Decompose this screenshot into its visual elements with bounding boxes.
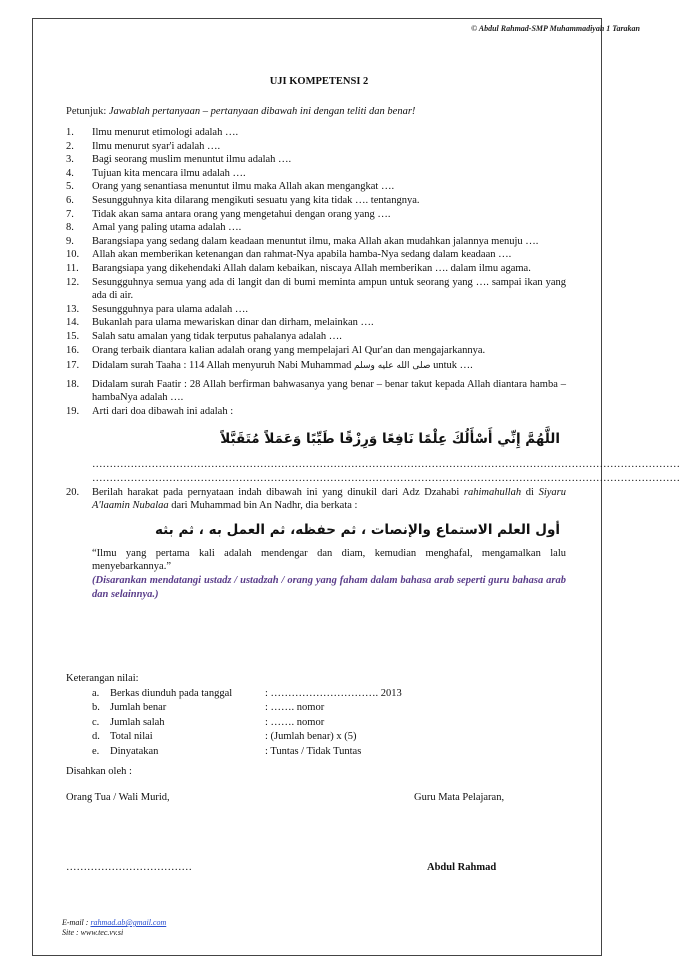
question-text: dari Muhammad bin An Nadhr, dia berkata : bbox=[168, 500, 358, 512]
question-text: Orang yang senantiasa menuntut ilmu maka Allah akan mengangkat …. bbox=[92, 181, 395, 193]
grading-value: : (Jumlah benar) x (5) bbox=[265, 731, 357, 742]
grading-key: Dinyatakan bbox=[110, 745, 159, 757]
grading-value: : ……. nomor bbox=[265, 716, 325, 728]
book-title: Siyaru A'laamin Nubalaa bbox=[92, 486, 566, 512]
grading-key: Jumlah benar bbox=[110, 702, 167, 713]
question-text: Arti dari doa dibawah ini adalah : bbox=[92, 405, 234, 417]
question-item bbox=[66, 167, 566, 181]
question-item bbox=[66, 276, 566, 303]
email-label: E-mail : bbox=[62, 918, 91, 927]
grading-letter: b. bbox=[92, 702, 100, 713]
question-number: 10. bbox=[66, 249, 80, 261]
question-text: Bukanlah para ulama mewariskan dinar dan dirham, melainkan …. bbox=[92, 317, 374, 329]
grading-row bbox=[66, 701, 566, 716]
question-text: Barangsiapa yang sedang dalam keadaan menuntut ilmu, maka Allah akan mudahkan jalannya menuju …. bbox=[92, 235, 539, 247]
question-text: Berilah harakat pada pernyataan indah dibawah ini yang dinukil dari Adz Dzahabi bbox=[92, 486, 464, 498]
question-19 bbox=[66, 405, 566, 419]
grading-row bbox=[66, 716, 566, 731]
parent-signature-title: Orang Tua / Wali Murid, bbox=[66, 792, 170, 803]
question-text: Bagi seorang muslim menuntut ilmu adalah …. bbox=[92, 154, 292, 166]
grading-value: : Tuntas / Tidak Tuntas bbox=[265, 745, 362, 757]
question-text: Allah akan memberikan ketenangan dan rahmat-Nya apabila hamba-Nya sedang dalam keadaan …. bbox=[92, 249, 512, 261]
question-number: 17. bbox=[66, 360, 80, 372]
grading-row bbox=[66, 687, 566, 702]
grading-letter: c. bbox=[92, 716, 100, 728]
question-number: 7. bbox=[66, 208, 74, 220]
question-number: 2. bbox=[66, 140, 74, 152]
question-text: di bbox=[521, 486, 539, 498]
question-item bbox=[66, 153, 566, 167]
question-item bbox=[66, 180, 566, 194]
question-20 bbox=[66, 486, 566, 513]
question-text: Ilmu menurut etimologi adalah …. bbox=[92, 127, 239, 138]
question-number: 4. bbox=[66, 167, 74, 179]
question-text: Salah satu amalan yang tidak terputus pahalanya adalah …. bbox=[92, 330, 342, 342]
question-item bbox=[66, 194, 566, 208]
question-text: Didalam surah Taaha : 114 Allah menyuruh Nabi Muhammad bbox=[92, 360, 354, 372]
grading-key: Total nilai bbox=[110, 731, 153, 742]
question-text-italic: rahimahullah bbox=[463, 486, 522, 498]
question-item bbox=[66, 208, 566, 222]
question-number: 19. bbox=[66, 405, 80, 417]
grading-row bbox=[66, 730, 566, 745]
grading-letter: e. bbox=[92, 745, 100, 757]
grading-value: : ……. nomor bbox=[265, 702, 325, 713]
quote-translation: “Ilmu yang pertama kali adalah mendengar dan diam, kemudian menghafal, mengamalkan lalu menyebarkannya.” bbox=[92, 547, 566, 573]
question-item bbox=[66, 140, 566, 154]
question-text: Ilmu menurut syar'i adalah …. bbox=[92, 140, 221, 152]
question-item bbox=[66, 344, 566, 358]
question-item bbox=[66, 262, 566, 276]
email-link[interactable]: rahmad.ab@gmail.com bbox=[90, 918, 167, 927]
arabic-salawat: صلى الله عليه وسلم bbox=[354, 361, 431, 372]
site-label: Site : bbox=[62, 928, 81, 937]
page-title: UJI KOMPETENSI 2 bbox=[269, 76, 369, 87]
question-text: Barangsiapa yang dikehendaki Allah dalam kebaikan, niscaya Allah memberikan …. dalam ilmu agama. bbox=[92, 262, 531, 274]
grading-value: : …………………………. 2013 bbox=[265, 687, 402, 699]
question-17 bbox=[66, 359, 566, 374]
grading-key: Berkas diunduh pada tanggal bbox=[110, 687, 233, 699]
question-number: 5. bbox=[66, 181, 74, 193]
answer-line-1: …………………………………………………………………………………………………………………………………………………… bbox=[92, 459, 680, 471]
grading-row bbox=[66, 745, 566, 760]
question-item bbox=[66, 235, 566, 249]
question-text-end: untuk …. bbox=[430, 360, 473, 372]
site-text: www.tec.vv.si bbox=[80, 928, 124, 937]
question-item bbox=[66, 330, 566, 344]
teacher-signature-title: Guru Mata Pelajaran, bbox=[414, 792, 505, 803]
grading-letter: d. bbox=[92, 731, 100, 742]
header-note: © Abdul Rahmad-SMP Muhammadiyah 1 Tarakan bbox=[471, 24, 640, 33]
parent-signature-line: ……………………………… bbox=[66, 862, 192, 873]
question-number: 11. bbox=[66, 262, 79, 274]
question-text: Amal yang paling utama adalah …. bbox=[92, 222, 242, 234]
instruction bbox=[66, 106, 415, 117]
question-text: Orang terbaik diantara kalian adalah orang yang mempelajari Al Qur'an dan mengajarkannya. bbox=[92, 344, 486, 356]
arabic-quote: أول العلم الاستماع والإنصات ، ثم حفظه، ثم العمل به ، ثم بثه bbox=[154, 521, 560, 538]
question-text: Sesungguhnya para ulama adalah …. bbox=[92, 303, 248, 315]
grading-letter: a. bbox=[92, 687, 100, 699]
footer bbox=[62, 918, 166, 938]
question-text: Didalam surah Faatir : 28 Allah berfirman bahwasanya yang benar – benar takut kepada Allah diantara hamba – hambaNya adalah …. bbox=[92, 378, 566, 404]
question-number: 12. bbox=[66, 276, 80, 288]
question-number: 8. bbox=[66, 222, 74, 234]
arabic-doa: اللَّهُمَّ إِنِّي أَسْأَلُكَ عِلْمًا نَافِعًا وَرِزْقًا طَيِّبًا وَعَمَلاً مُتَقَبَّلاً bbox=[220, 431, 560, 448]
question-number: 20. bbox=[66, 486, 80, 498]
question-text: Tidak akan sama antara orang yang mengetahui dengan orang yang …. bbox=[92, 208, 391, 220]
suggestion-note: (Disarankan mendatangi ustadz / ustadzah / orang yang faham dalam bahasa arab seperti guru bahasa arab dan selainnya.) bbox=[92, 575, 566, 600]
question-number: 13. bbox=[66, 303, 80, 315]
instruction-text: Jawablah pertanyaan – pertanyaan dibawah ini dengan teliti dan benar! bbox=[108, 106, 416, 117]
instruction-label: Petunjuk: bbox=[66, 106, 109, 117]
question-item bbox=[66, 303, 566, 317]
answer-line-2: …………………………………………………………………………………………………………………………………………………… bbox=[92, 473, 680, 485]
question-number: 9. bbox=[66, 235, 74, 247]
question-number: 15. bbox=[66, 330, 80, 342]
question-number: 18. bbox=[66, 378, 80, 390]
question-number: 16. bbox=[66, 344, 80, 356]
question-item bbox=[66, 316, 566, 330]
question-number: 14. bbox=[66, 317, 80, 329]
question-number: 1. bbox=[66, 127, 74, 138]
question-18 bbox=[66, 378, 566, 405]
grading-key: Jumlah salah bbox=[110, 716, 165, 728]
approval-label: Disahkan oleh : bbox=[66, 766, 132, 777]
question-item bbox=[66, 126, 566, 140]
question-number: 6. bbox=[66, 194, 74, 206]
question-number: 3. bbox=[66, 154, 74, 166]
question-item bbox=[66, 221, 566, 235]
question-text: Sesungguhnya kita dilarang mengikuti sesuatu yang kita tidak …. tentangnya. bbox=[92, 194, 420, 206]
grading-info bbox=[66, 672, 566, 759]
question-list bbox=[66, 126, 680, 601]
grading-title: Keterangan nilai: bbox=[66, 673, 139, 684]
question-text: Tujuan kita mencara ilmu adalah …. bbox=[92, 167, 246, 179]
teacher-name: Abdul Rahmad bbox=[427, 862, 497, 873]
question-item bbox=[66, 248, 566, 262]
question-text: Sesungguhnya semua yang ada di langit dan di bumi meminta ampun untuk seorang yang …. sampai ikan yang ada di air. bbox=[92, 276, 566, 302]
